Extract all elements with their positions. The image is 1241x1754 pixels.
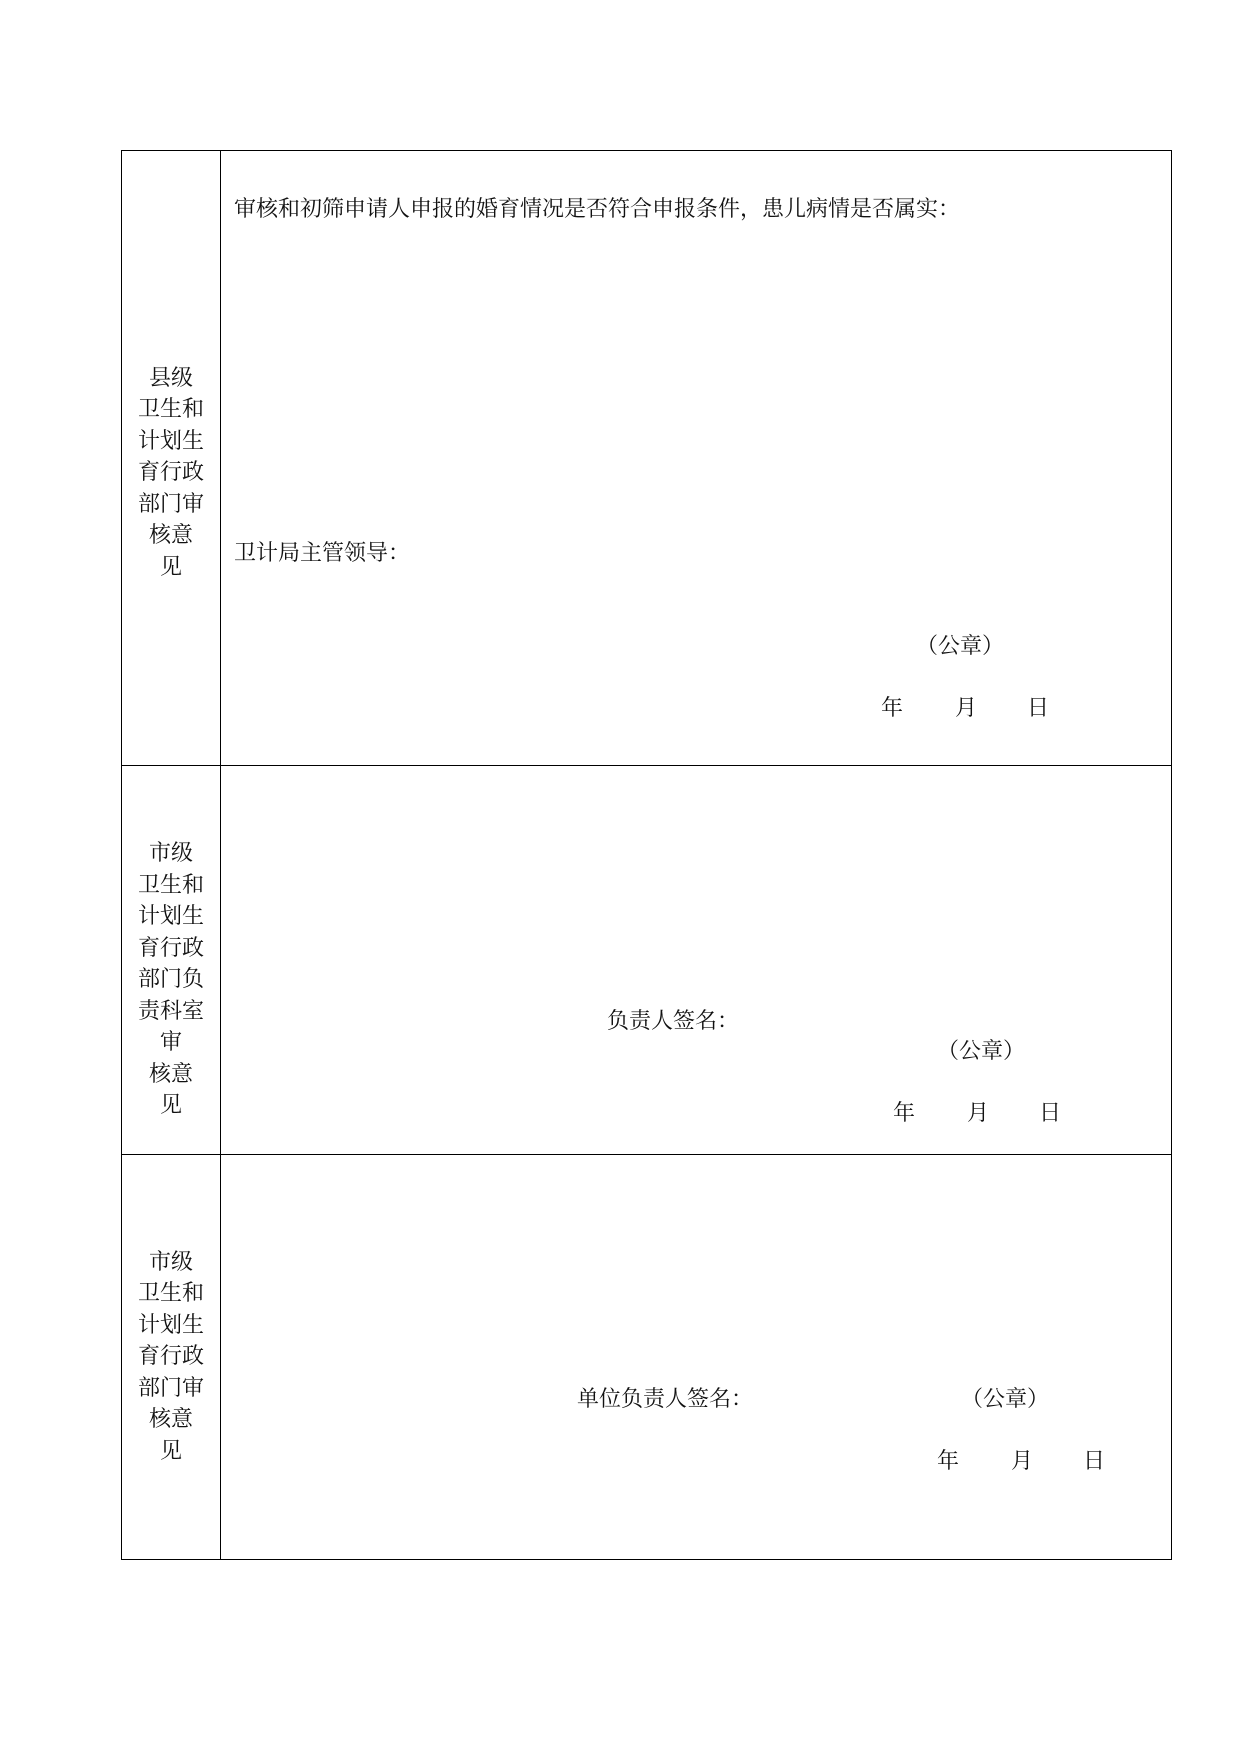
county-review-label-cell: [122, 151, 221, 765]
row-label-line: 见: [159, 1093, 182, 1119]
city-office-review-row: [122, 766, 1171, 1155]
official-seal-label: （公章）: [916, 634, 1005, 659]
responsible-person-signature-label: 负责人签名：: [607, 1009, 740, 1034]
row-label-line: 部门负: [137, 967, 204, 993]
date-month-label: 月: [1011, 1449, 1034, 1474]
row-label-line: 核意: [148, 1407, 193, 1433]
review-question: 审核和初筛申请人申报的婚育情况是否符合申报条件，患儿病情是否属实：: [234, 197, 961, 222]
row-label-line: 审: [159, 1030, 182, 1056]
row-label-line: 卫生和: [137, 872, 204, 898]
date-month-label: 月: [955, 696, 978, 721]
row-label-line: 县级: [148, 365, 193, 391]
date-year-label: 年: [937, 1449, 960, 1474]
row-label-line: 计划生: [137, 904, 204, 930]
date-day-label: 日: [1083, 1449, 1106, 1474]
row-label-line: 计划生: [137, 1312, 204, 1338]
date-month-label: 月: [967, 1101, 990, 1126]
row-label-line: 市级: [148, 1249, 193, 1275]
row-label-line: 育行政: [137, 935, 204, 961]
row-label-line: 见: [159, 554, 182, 580]
city-office-review-opinion-field[interactable]: [221, 766, 1171, 1154]
row-label-line: 核意: [148, 1061, 193, 1087]
row-label-line: 育行政: [137, 1344, 204, 1370]
review-opinion-table: [121, 150, 1172, 1560]
official-seal-label: （公章）: [961, 1387, 1050, 1412]
date-year-label: 年: [893, 1101, 916, 1126]
unit-head-signature-label: 单位负责人签名：: [577, 1387, 754, 1412]
official-seal-label: （公章）: [937, 1039, 1026, 1064]
row-label-line: 卫生和: [137, 397, 204, 423]
row-label-line: 卫生和: [137, 1281, 204, 1307]
date-year-label: 年: [881, 696, 904, 721]
city-department-review-row: [122, 1155, 1171, 1559]
date-day-label: 日: [1027, 696, 1050, 721]
row-label-line: 部门审: [137, 491, 204, 517]
city-department-review-label-cell: [122, 1155, 221, 1559]
row-label-line: 育行政: [137, 460, 204, 486]
row-label-line: 计划生: [137, 428, 204, 454]
county-review-opinion-field[interactable]: [221, 151, 1171, 765]
row-label-line: 部门审: [137, 1375, 204, 1401]
row-label-line: 见: [159, 1438, 182, 1464]
city-office-review-label-cell: [122, 766, 221, 1154]
row-label-line: 责科室: [137, 998, 204, 1024]
date-day-label: 日: [1039, 1101, 1062, 1126]
supervisor-signature-label: 卫计局主管领导：: [234, 541, 411, 566]
city-department-review-opinion-field[interactable]: [221, 1155, 1171, 1559]
county-review-row: [122, 151, 1171, 766]
row-label-line: 核意: [148, 523, 193, 549]
row-label-line: 市级: [148, 841, 193, 867]
